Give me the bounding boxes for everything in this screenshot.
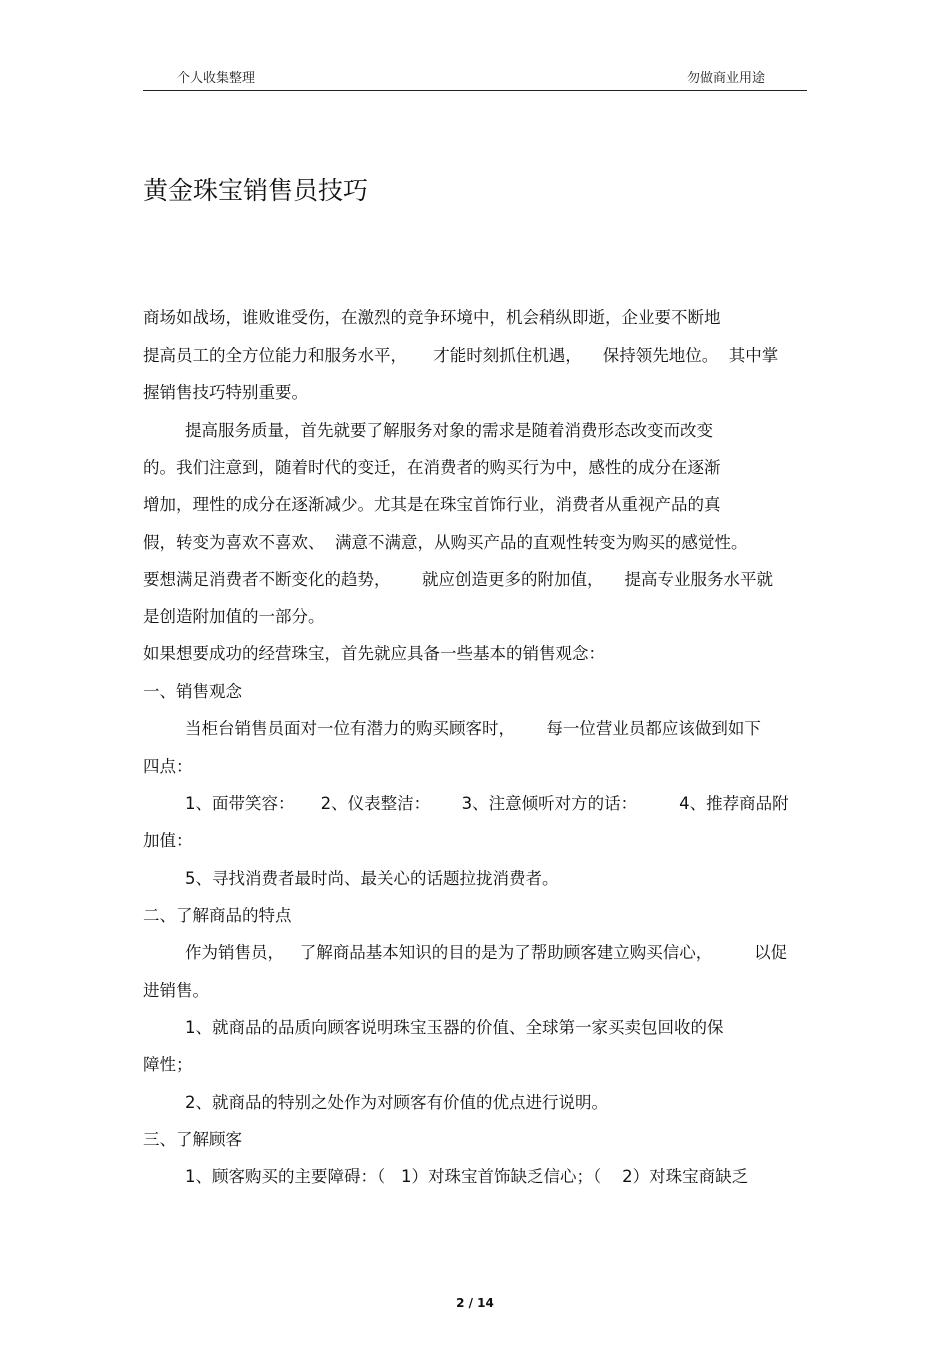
body-line: 作为销售员， 了解商品基本知识的目的是为了帮助顾客建立购买信心， 以促 (143, 943, 788, 962)
body-line: 增加，理性的成分在逐渐减少。尤其是在珠宝首饰行业，消费者从重视产品的真 (143, 495, 721, 514)
body-line: 握销售技巧特别重要。 (143, 383, 308, 402)
body-line: 2、就商品的特别之处作为对顾客有价值的优点进行说明。 (143, 1093, 608, 1112)
page-number: 2 / 14 (456, 1296, 494, 1310)
body-line: 障性； (143, 1055, 193, 1074)
body-line: 加值： (143, 831, 193, 850)
body-line: 的。我们注意到，随着时代的变迁，在消费者的购买行为中，感性的成分在逐渐 (143, 458, 721, 477)
body-line: 5、寻找消费者最时尚、最关心的话题拉拢消费者。 (143, 869, 559, 888)
body-line: 商场如战场，谁败谁受伤，在激烈的竞争环境中，机会稍纵即逝，企业要不断地 (143, 308, 721, 327)
body-line: 1、面带笑容： 2、仪表整洁： 3、注意倾听对方的话： 4、推荐商品附 (143, 794, 789, 813)
header-divider (143, 90, 807, 91)
body-line: 要想满足消费者不断变化的趋势， 就应创造更多的附加值， 提高专业服务水平就 (143, 570, 773, 589)
body-line: 1、就商品的品质向顾客说明珠宝玉器的价值、全球第一家买卖包回收的保 (143, 1018, 724, 1037)
body-line: 提高员工的全方位能力和服务水平， 才能时刻抓住机遇， 保持领先地位。 其中掌 (143, 346, 779, 365)
body-line: 四点： (143, 757, 193, 776)
body-line: 提高服务质量，首先就要了解服务对象的需求是随着消费形态改变而改变 (143, 421, 713, 440)
header-left-text: 个人收集整理 (177, 71, 256, 86)
header-right-text: 勿做商业用途 (687, 71, 766, 86)
document-title: 黄金珠宝销售员技巧 (143, 176, 369, 205)
body-line: 假，转变为喜欢不喜欢、 满意不满意，从购买产品的直观性转变为购买的感觉性。 (143, 533, 748, 552)
section-heading: 三、了解顾客 (143, 1130, 242, 1149)
body-line: 当柜台销售员面对一位有潜力的购买顾客时， 每一位营业员都应该做到如下 (143, 719, 761, 738)
body-line: 如果想要成功的经营珠宝，首先就应具备一些基本的销售观念： (143, 644, 605, 663)
body-line: 1、顾客购买的主要障碍：（ 1）对珠宝首饰缺乏信心；（ 2）对珠宝商缺乏 (143, 1167, 749, 1186)
body-line: 进销售。 (143, 981, 209, 1000)
section-heading: 二、了解商品的特点 (143, 906, 292, 925)
body-line: 是创造附加值的一部分。 (143, 607, 325, 626)
section-heading: 一、销售观念 (143, 682, 242, 701)
